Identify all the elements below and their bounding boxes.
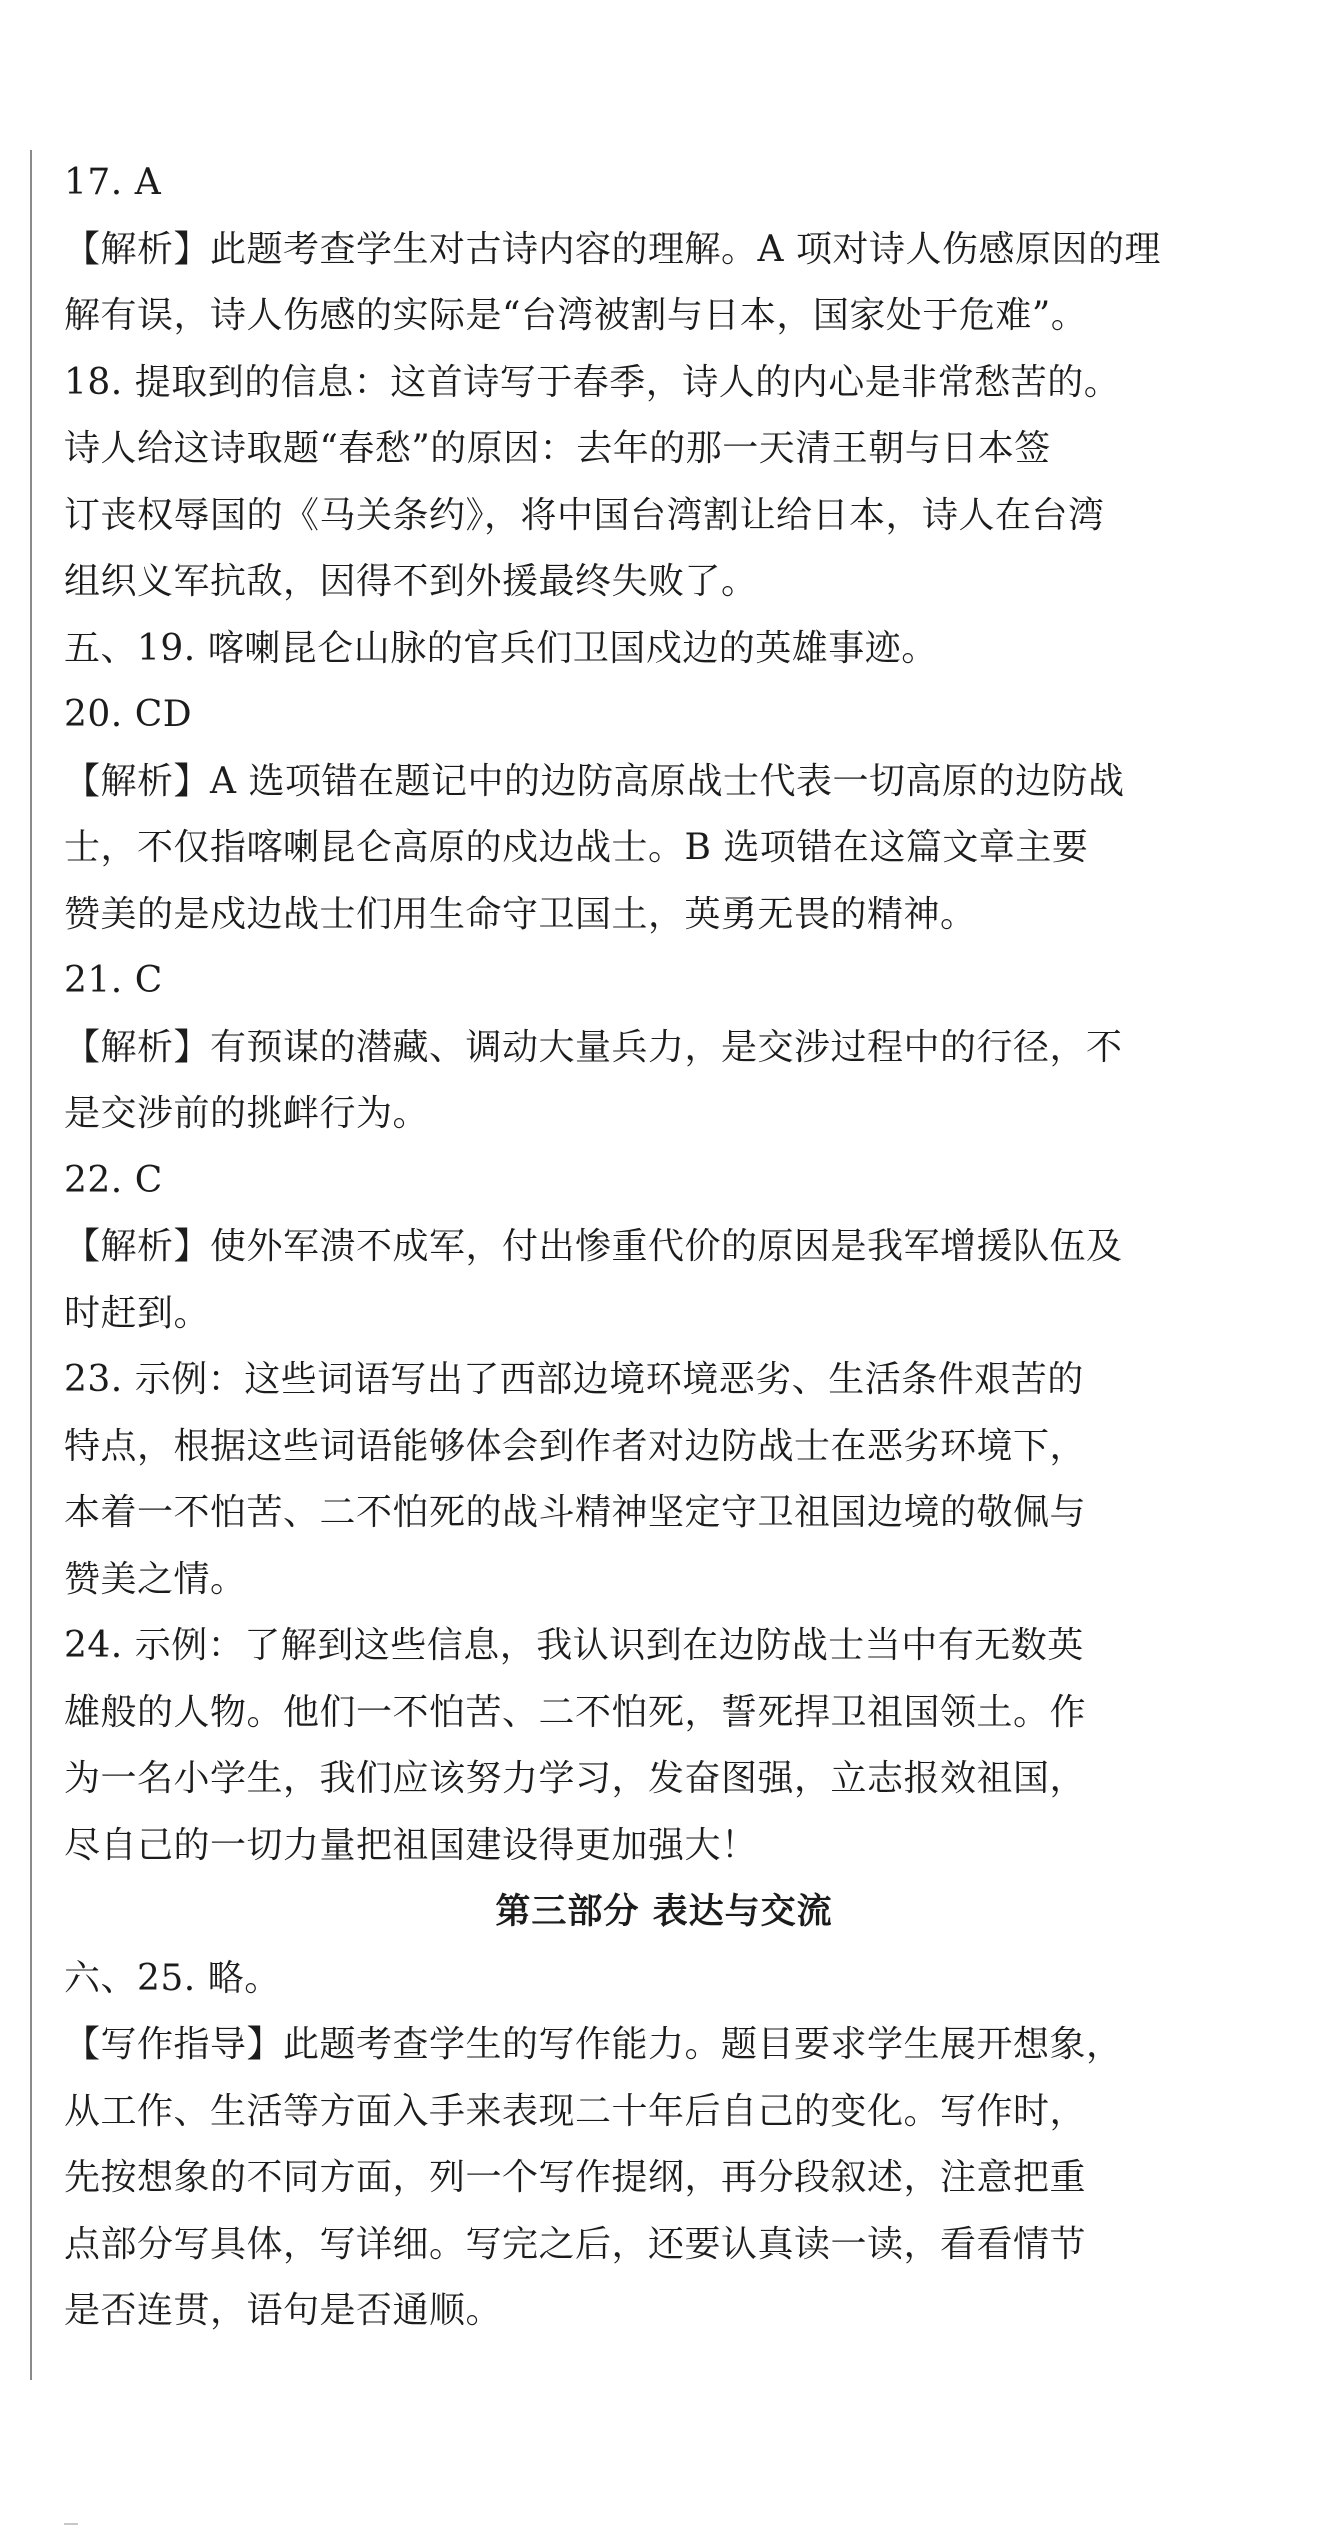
text-line: 组织义军抗敌，因得不到外援最终失败了。 <box>64 561 758 602</box>
text-line: 从工作、生活等方面入手来表现二十年后自己的变化。写作时， <box>64 2090 1087 2132</box>
text-line: 解有误，诗人伤感的实际是“台湾被割与日本，国家处于危难”。 <box>64 295 1088 336</box>
text-line: 17. A <box>64 162 162 203</box>
text-line: 20. CD <box>64 694 193 735</box>
left-margin-rule <box>30 150 32 2380</box>
text-line: 诗人给这诗取题“春愁”的原因：去年的那一天清王朝与日本签 <box>64 428 1051 469</box>
text-line: 是否连贯，语句是否通顺。 <box>64 2290 503 2331</box>
text-line: 23. 示例：这些词语写出了西部边境环境恶劣、生活条件艰苦的 <box>64 1359 1084 1400</box>
text-line: 21. C <box>64 960 163 1001</box>
text-line: 尽自己的一切力量把祖国建设得更加强大！ <box>64 1824 758 1866</box>
text-line: 特点，根据这些词语能够体会到作者对边防战士在恶劣环境下， <box>64 1425 1087 1467</box>
text-line: 赞美的是戍边战士们用生命守卫国土，英勇无畏的精神。 <box>64 893 977 935</box>
text-line: 【写作指导】此题考查学生的写作能力。题目要求学生展开想象， <box>64 2024 1123 2065</box>
text-line: 24. 示例：了解到这些信息，我认识到在边防战士当中有无数英 <box>64 1625 1084 1666</box>
text-line: 【解析】有预谋的潜藏、调动大量兵力，是交涉过程中的行径，不 <box>64 1026 1123 1068</box>
section-heading: 第三部分 表达与交流 <box>495 1892 833 1932</box>
text-line: 为一名小学生，我们应该努力学习，发奋图强，立志报效祖国， <box>64 1758 1087 1799</box>
text-line: 雄般的人物。他们一不怕苦、二不怕死，誓死捍卫祖国领土。作 <box>64 1691 1087 1733</box>
bottom-mark <box>64 2523 78 2525</box>
answer-page <box>64 150 1264 2345</box>
text-line: 本着一不怕苦、二不怕死的战斗精神坚定守卫祖国边境的敬佩与 <box>64 1492 1087 1533</box>
text-line: 是交涉前的挑衅行为。 <box>64 1093 430 1134</box>
text-line: 【解析】A 选项错在题记中的边防高原战士代表一切高原的边防战 <box>64 760 1125 802</box>
text-line: 【解析】使外军溃不成军，付出惨重代价的原因是我军增援队伍及 <box>64 1226 1123 1267</box>
text-line: 【解析】此题考查学生对古诗内容的理解。A 项对诗人伤感原因的理 <box>64 228 1161 270</box>
text-line: 五、19. 喀喇昆仑山脉的官兵们卫国戍边的英雄事迹。 <box>64 627 938 669</box>
text-line: 18. 提取到的信息：这首诗写于春季，诗人的内心是非常愁苦的。 <box>64 361 1121 403</box>
text-line: 点部分写具体，写详细。写完之后，还要认真读一读，看看情节 <box>64 2223 1087 2265</box>
text-line: 赞美之情。 <box>64 1558 247 1600</box>
text-line: 先按想象的不同方面，列一个写作提纲，再分段叙述，注意把重 <box>64 2157 1087 2198</box>
text-line: 订丧权辱国的《马关条约》，将中国台湾割让给日本，诗人在台湾 <box>64 494 1105 536</box>
text-line: 士，不仅指喀喇昆仑高原的戍边战士。B 选项错在这篇文章主要 <box>64 827 1089 868</box>
text-line: 时赶到。 <box>64 1292 211 1334</box>
text-line: 22. C <box>64 1159 163 1201</box>
text-line: 六、25. 略。 <box>64 1957 281 1999</box>
